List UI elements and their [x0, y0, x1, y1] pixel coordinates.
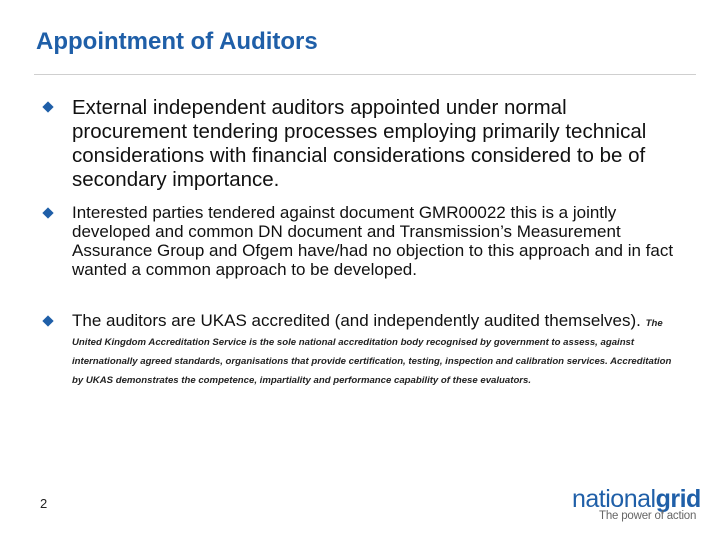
bullet-text-1: External independent auditors appointed under normal procurement tendering processes employing primarily technical considerations with financial considerations considered to be of secondary importance.: [72, 96, 647, 191]
ukas-footnote: The United Kingdom Accreditation Service is the sole national accreditation body recognised by government to assess, against internationally agreed standards, organisations that provide certification, testing, inspection and calibration services. Accreditation by UKAS demonstrates the competence, impartiality and performance capability of these evaluators.: [72, 318, 672, 386]
slide-title: Appointment of Auditors: [36, 28, 318, 55]
logo-tagline: The power of action: [599, 510, 697, 522]
diamond-bullet-icon: [42, 101, 53, 112]
page-number: 2: [40, 496, 48, 511]
logo-word-grid: grid: [655, 485, 701, 513]
diamond-bullet-icon: [42, 315, 53, 326]
bullet-text-3-main: The auditors are UKAS accredited (and independently audited themselves).: [72, 311, 641, 330]
bullet-text-2: Interested parties tendered against document GMR00022 this is a jointly developed and common DN document and Transmission’s Measurement Assurance Group and Ofgem have/had no objection to this approach and in fact wanted a common approach to be developed.: [72, 203, 674, 279]
logo-word-national: national: [572, 485, 656, 513]
bullet-text-3: [72, 311, 674, 387]
logo-wordmark: [572, 485, 701, 513]
diamond-bullet-icon: [42, 207, 53, 218]
title-divider: [34, 74, 696, 75]
